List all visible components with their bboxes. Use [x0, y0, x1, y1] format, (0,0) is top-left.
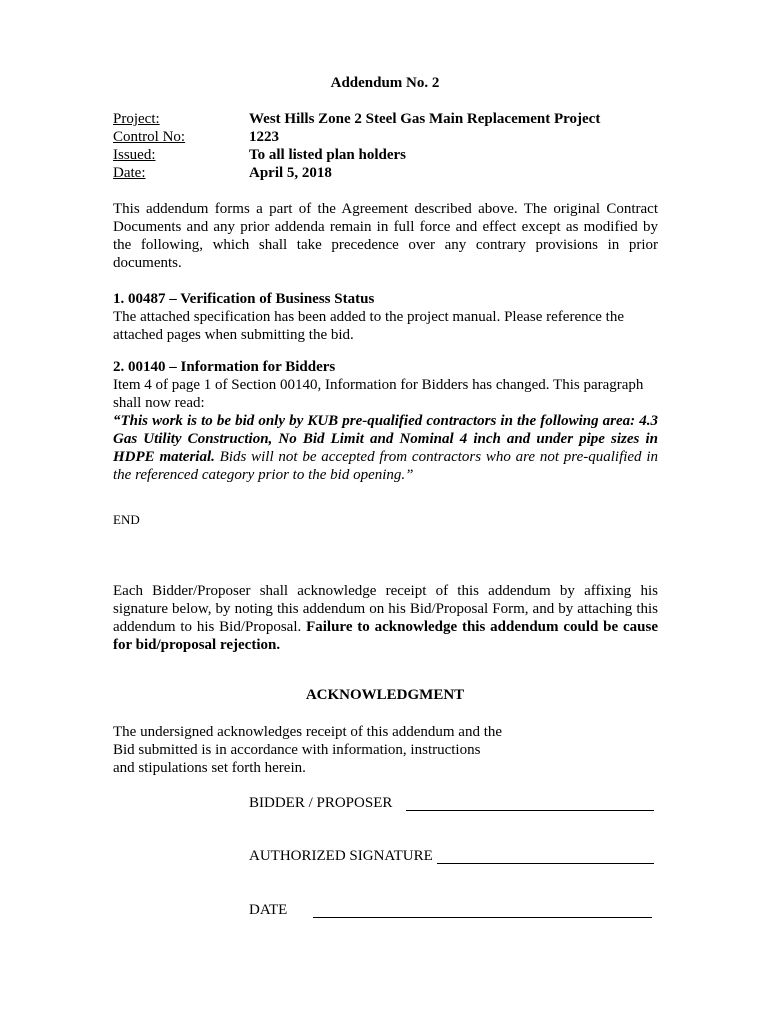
item-2-body: Item 4 of page 1 of Section 00140, Information for Bidders has changed. This paragraph shall now read:: [113, 377, 644, 411]
meta-label: Project:: [113, 111, 160, 127]
item-2: [113, 358, 658, 484]
meta-value: West Hills Zone 2 Steel Gas Main Replacement Project: [249, 111, 601, 127]
date-field: [249, 902, 659, 922]
bidder-line[interactable]: [406, 810, 654, 811]
item-1: [113, 290, 658, 344]
item-1-body: The attached specification has been added to the project manual. Please reference the attached pages when submitting the bid.: [113, 309, 625, 343]
ack-line: Bid submitted is in accordance with information, instructions: [113, 742, 481, 758]
acknowledgment-title: ACKNOWLEDGMENT: [305, 687, 465, 703]
document-title: Addendum No. 2: [330, 75, 440, 91]
meta-label: Issued:: [113, 147, 156, 163]
item-1-heading: 1. 00487 – Verification of Business Status: [113, 291, 375, 307]
item-2-heading: 2. 00140 – Information for Bidders: [113, 359, 336, 375]
meta-row-date: [113, 165, 673, 183]
date-label: DATE: [249, 902, 288, 918]
item-2-quote: [113, 412, 658, 484]
bidder-label: BIDDER / PROPOSER: [249, 795, 393, 811]
ack-line: and stipulations set forth herein.: [113, 760, 306, 776]
meta-value: To all listed plan holders: [249, 147, 406, 163]
intro-paragraph: This addendum forms a part of the Agreement described above. The original Contract Documents and any prior addenda remain in full force and effect except as modified by the following, which shall take precedence over any contrary provisions in prior documents.: [113, 201, 658, 271]
notice-bold: Failure to acknowledge this addendum could be cause for bid/proposal rejection.: [113, 619, 659, 653]
meta-row-issued: [113, 147, 673, 165]
end-marker: END: [113, 512, 140, 527]
notice-text: Each Bidder/Proposer shall acknowledge receipt of this addendum by affixing his signature below, by noting this addendum on his Bid/Proposal Form, and by attaching this addendum to his Bid/Proposal.: [113, 583, 658, 635]
meta-label: Control No:: [113, 129, 186, 145]
signature-line[interactable]: [437, 863, 654, 864]
date-line[interactable]: [313, 917, 652, 918]
ack-line: The undersigned acknowledges receipt of this addendum and the: [113, 724, 503, 740]
signature-field: [249, 848, 659, 868]
meta-label: Date:: [113, 165, 146, 181]
notice-paragraph: [113, 582, 658, 654]
meta-row-control-no: [113, 129, 673, 147]
bidder-field: [249, 795, 659, 815]
quote-bold: “This work is to be bid only by KUB pre-qualified contractors in the following area: 4.3 Gas Utility Construction, No Bid Limit and Nominal 4 inch and under pipe sizes in HDPE material.: [113, 413, 658, 465]
meta-value: April 5, 2018: [249, 165, 332, 181]
meta-value: 1223: [249, 129, 279, 145]
quote-italic: Bids will not be accepted from contractors who are not pre-qualified in the referenced category prior to the bid opening.”: [113, 449, 659, 483]
signature-label: AUTHORIZED SIGNATURE: [249, 848, 433, 864]
acknowledgment-text: [113, 723, 658, 777]
meta-row-project: [113, 111, 673, 129]
